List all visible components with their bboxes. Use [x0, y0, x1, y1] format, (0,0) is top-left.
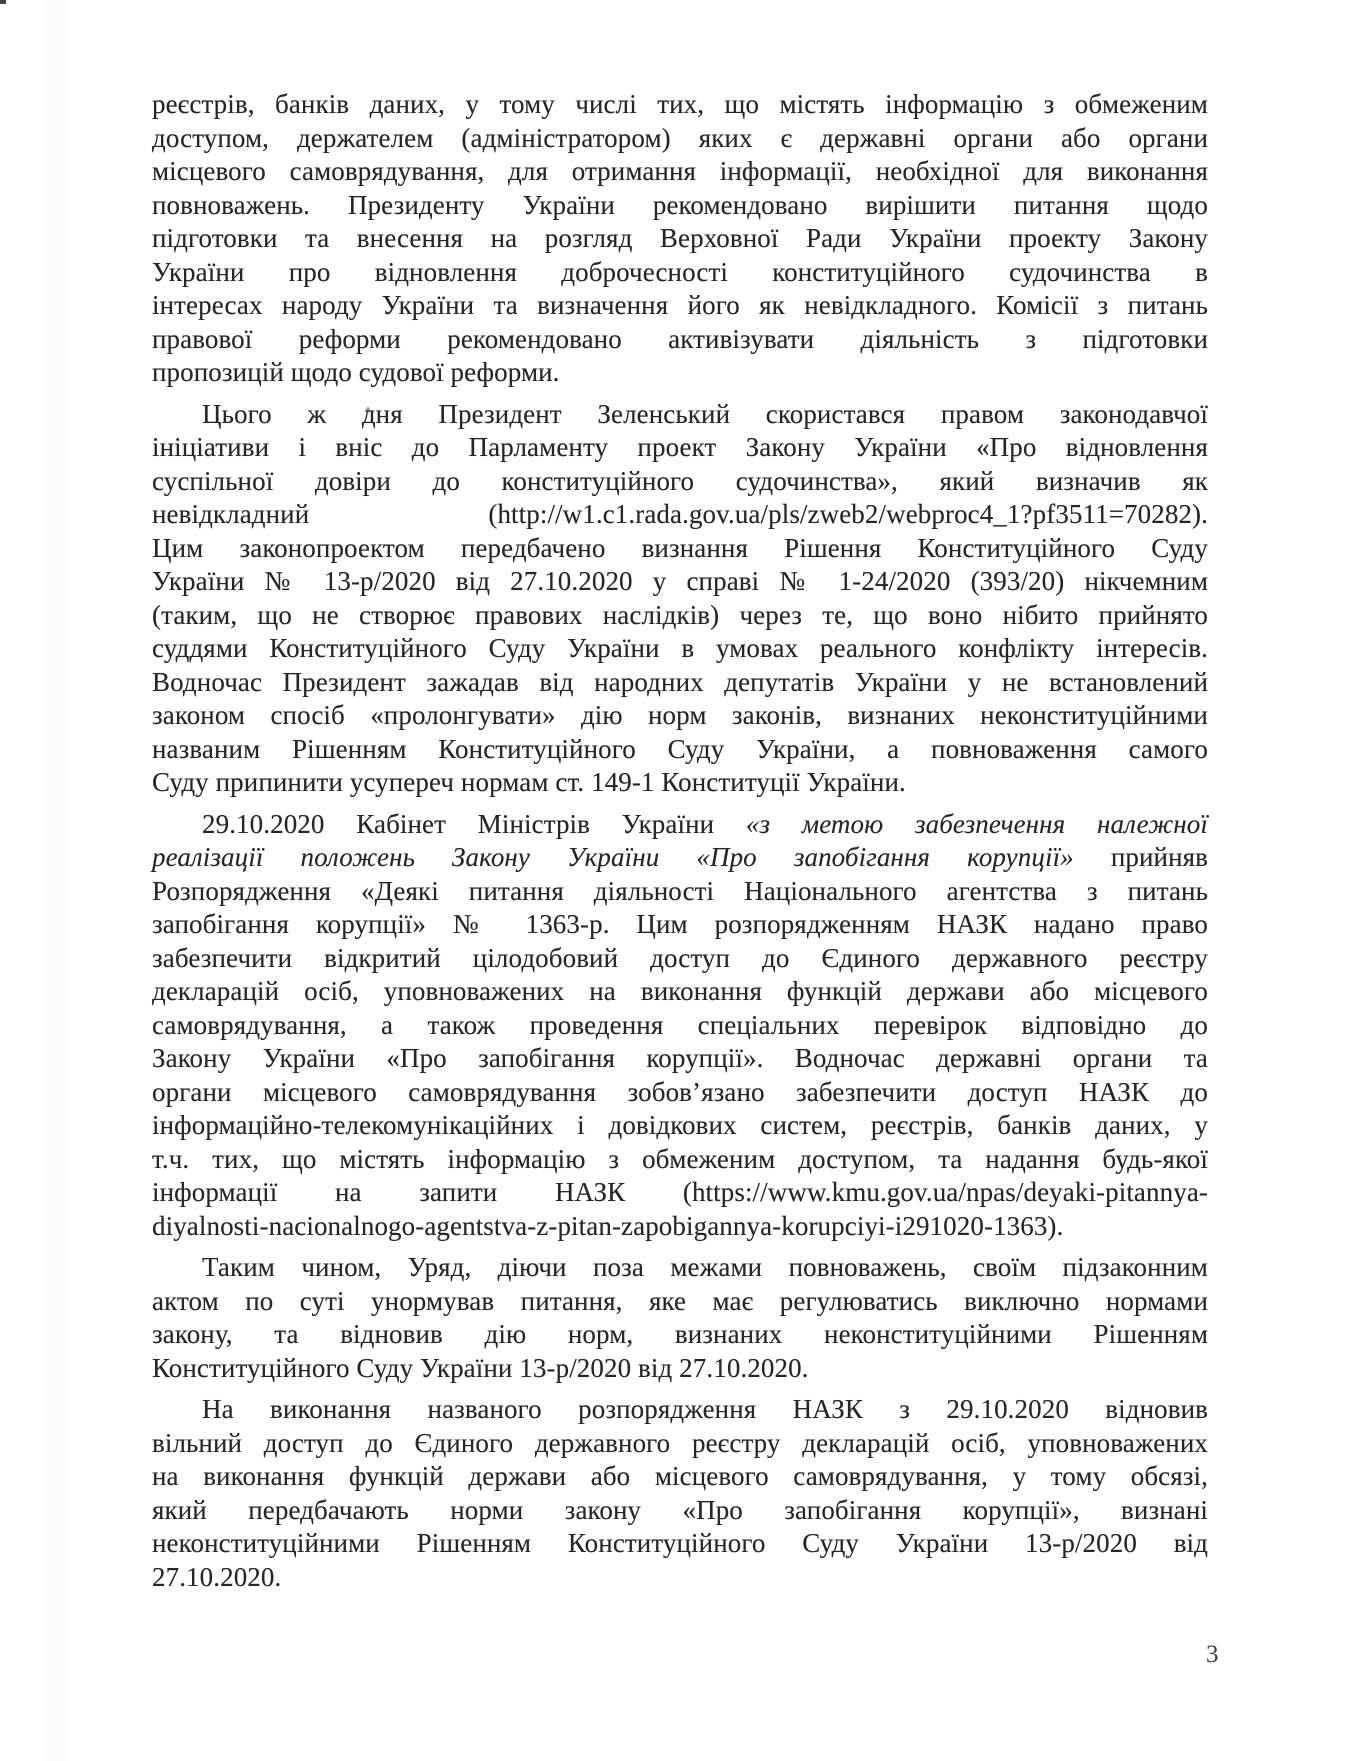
text-line: неконституційними Рішенням Конституційного Суду України 13-р/2020 від [152, 1528, 1208, 1558]
text-line: закону, та відновив дію норм, визнаних неконституційними Рішенням [152, 1319, 1208, 1349]
text-line: Цим законопроектом передбачено визнання Рішення Конституційного Суду [152, 532, 1208, 563]
page-number: 3 [1206, 1641, 1219, 1668]
paragraph-2 [152, 398, 1208, 800]
text-line: України № 13-р/2020 від 27.10.2020 у справі № 1-24/2020 (393/20) нікчемним [152, 566, 1208, 596]
text-line: України про відновлення доброчесності конституційного судочинства в [152, 256, 1208, 287]
text-line: органи місцевого самоврядування зобов’язано забезпечити доступ НАЗК до [152, 1076, 1208, 1107]
text-line: Розпорядження «Деякі питання діяльності Національного агентства з питань [152, 875, 1208, 906]
text-line: diyalnosti-nacionalnogo-agentstva-z-pitan-zapobigannya-korupciyi-i291020-1363). [152, 1210, 1064, 1241]
text-line [152, 808, 1208, 842]
text-line: ініціативи і вніс до Парламенту проект Закону України «Про відновлення [152, 432, 1208, 462]
paragraph-1 [152, 88, 1208, 390]
text-line: самоврядування, а також проведення спеціальних перевірок відповідно до [152, 1009, 1208, 1040]
text-line: законом спосіб «пролонгувати» дію норм законів, визнаних неконституційними [152, 700, 1208, 730]
text-line: який передбачають норми закону «Про запобігання корупції», визнані [152, 1494, 1208, 1525]
text-line: пропозицій щодо судової реформи. [152, 357, 560, 387]
text-line: названим Рішенням Конституційного Суду України, а повноваження самого [152, 733, 1208, 764]
text-line: (таким, що не створює правових наслідків) через те, що воно нібито прийнято [152, 599, 1208, 630]
text-line: Водночас Президент зажадав від народних депутатів України у не встановлений [152, 666, 1208, 697]
text-line: на виконання функцій держави або місцевого самоврядування, у тому обсязі, [152, 1461, 1208, 1491]
text-line: суспільної довіри до конституційного судочинства», який визначив як [152, 465, 1208, 496]
text-line: повноважень. Президенту України рекомендовано вирішити питання щодо [152, 189, 1208, 220]
text-line: інтересах народу України та визначення його як невідкладного. Комісії з питань [152, 290, 1208, 320]
paragraph-3 [152, 808, 1208, 1244]
text-run: прийняв [1073, 842, 1208, 872]
text-line: місцевого самоврядування, для отримання інформації, необхідної для виконання [152, 156, 1208, 186]
text-line: правової реформи рекомендовано активізувати діяльність з підготовки [152, 323, 1208, 354]
text-line: запобігання корупції» № 1363-р. Цим розпорядженням НАЗК надано право [152, 909, 1208, 939]
text-line: 27.10.2020. [152, 1561, 282, 1592]
text-line: т.ч. тих, що містять інформацію з обмеженим доступом, та надання будь-якої [152, 1143, 1208, 1174]
text-line: Таким чином, Уряд, діючи поза межами повноважень, своїм підзаконним [202, 1252, 1208, 1282]
text-line: декларацій осіб, уповноважених на виконання функцій держави або місцевого [152, 976, 1208, 1006]
text-line: Закону України «Про запобігання корупції». Водночас державні органи та [152, 1043, 1208, 1073]
text-line: Конституційного Суду України 13-р/2020 від 27.10.2020. [152, 1352, 809, 1383]
text-run-italic: реалізації положень Закону України «Про запобігання корупції» [152, 842, 1074, 872]
text-line: інформаційно-телекомунікаційних і довідкових систем, реєстрів, банків даних, у [152, 1110, 1208, 1140]
text-line: реєстрів, банків даних, у тому числі тих, що містять інформацію з обмеженим [152, 89, 1208, 119]
text-line: доступом, держателем (адміністратором) яких є державні органи або органи [152, 122, 1208, 153]
text-line: Цього ж дня Президент Зеленський скористався правом законодавчої [202, 398, 1208, 429]
text-line [152, 841, 1208, 875]
text-line: невідкладний (http://w1.c1.rada.gov.ua/pls/zweb2/webproc4_1?pf3511=70282). [152, 499, 1208, 529]
text-line: суддями Конституційного Суду України в умовах реального конфлікту інтересів. [152, 633, 1208, 663]
text-line: інформації на запити НАЗК (https://www.kmu.gov.ua/npas/deyaki-pitannya- [152, 1177, 1208, 1207]
paragraph-5 [152, 1393, 1208, 1594]
document-body [152, 88, 1208, 1594]
scan-artifact-corner [0, 0, 6, 4]
text-line: Суду припинити усупереч нормам ст. 149-1 Конституції України. [152, 767, 906, 797]
text-line: забезпечити відкритий цілодобовий доступ до Єдиного державного реєстру [152, 942, 1208, 973]
text-line: підготовки та внесення на розгляд Верховної Ради України проекту Закону [152, 223, 1208, 253]
text-run: 29.10.2020 Кабінет Міністрів України [202, 808, 746, 839]
text-line: На виконання названого розпорядження НАЗК з 29.10.2020 відновив [202, 1394, 1208, 1424]
text-line: актом по суті унормував питання, яке має регулюватись виключно нормами [152, 1285, 1208, 1316]
text-line: вільний доступ до Єдиного державного реєстру декларацій осіб, уповноважених [152, 1427, 1208, 1458]
paragraph-4 [152, 1251, 1208, 1385]
text-run-italic: «з метою забезпечення належної [745, 808, 1208, 839]
